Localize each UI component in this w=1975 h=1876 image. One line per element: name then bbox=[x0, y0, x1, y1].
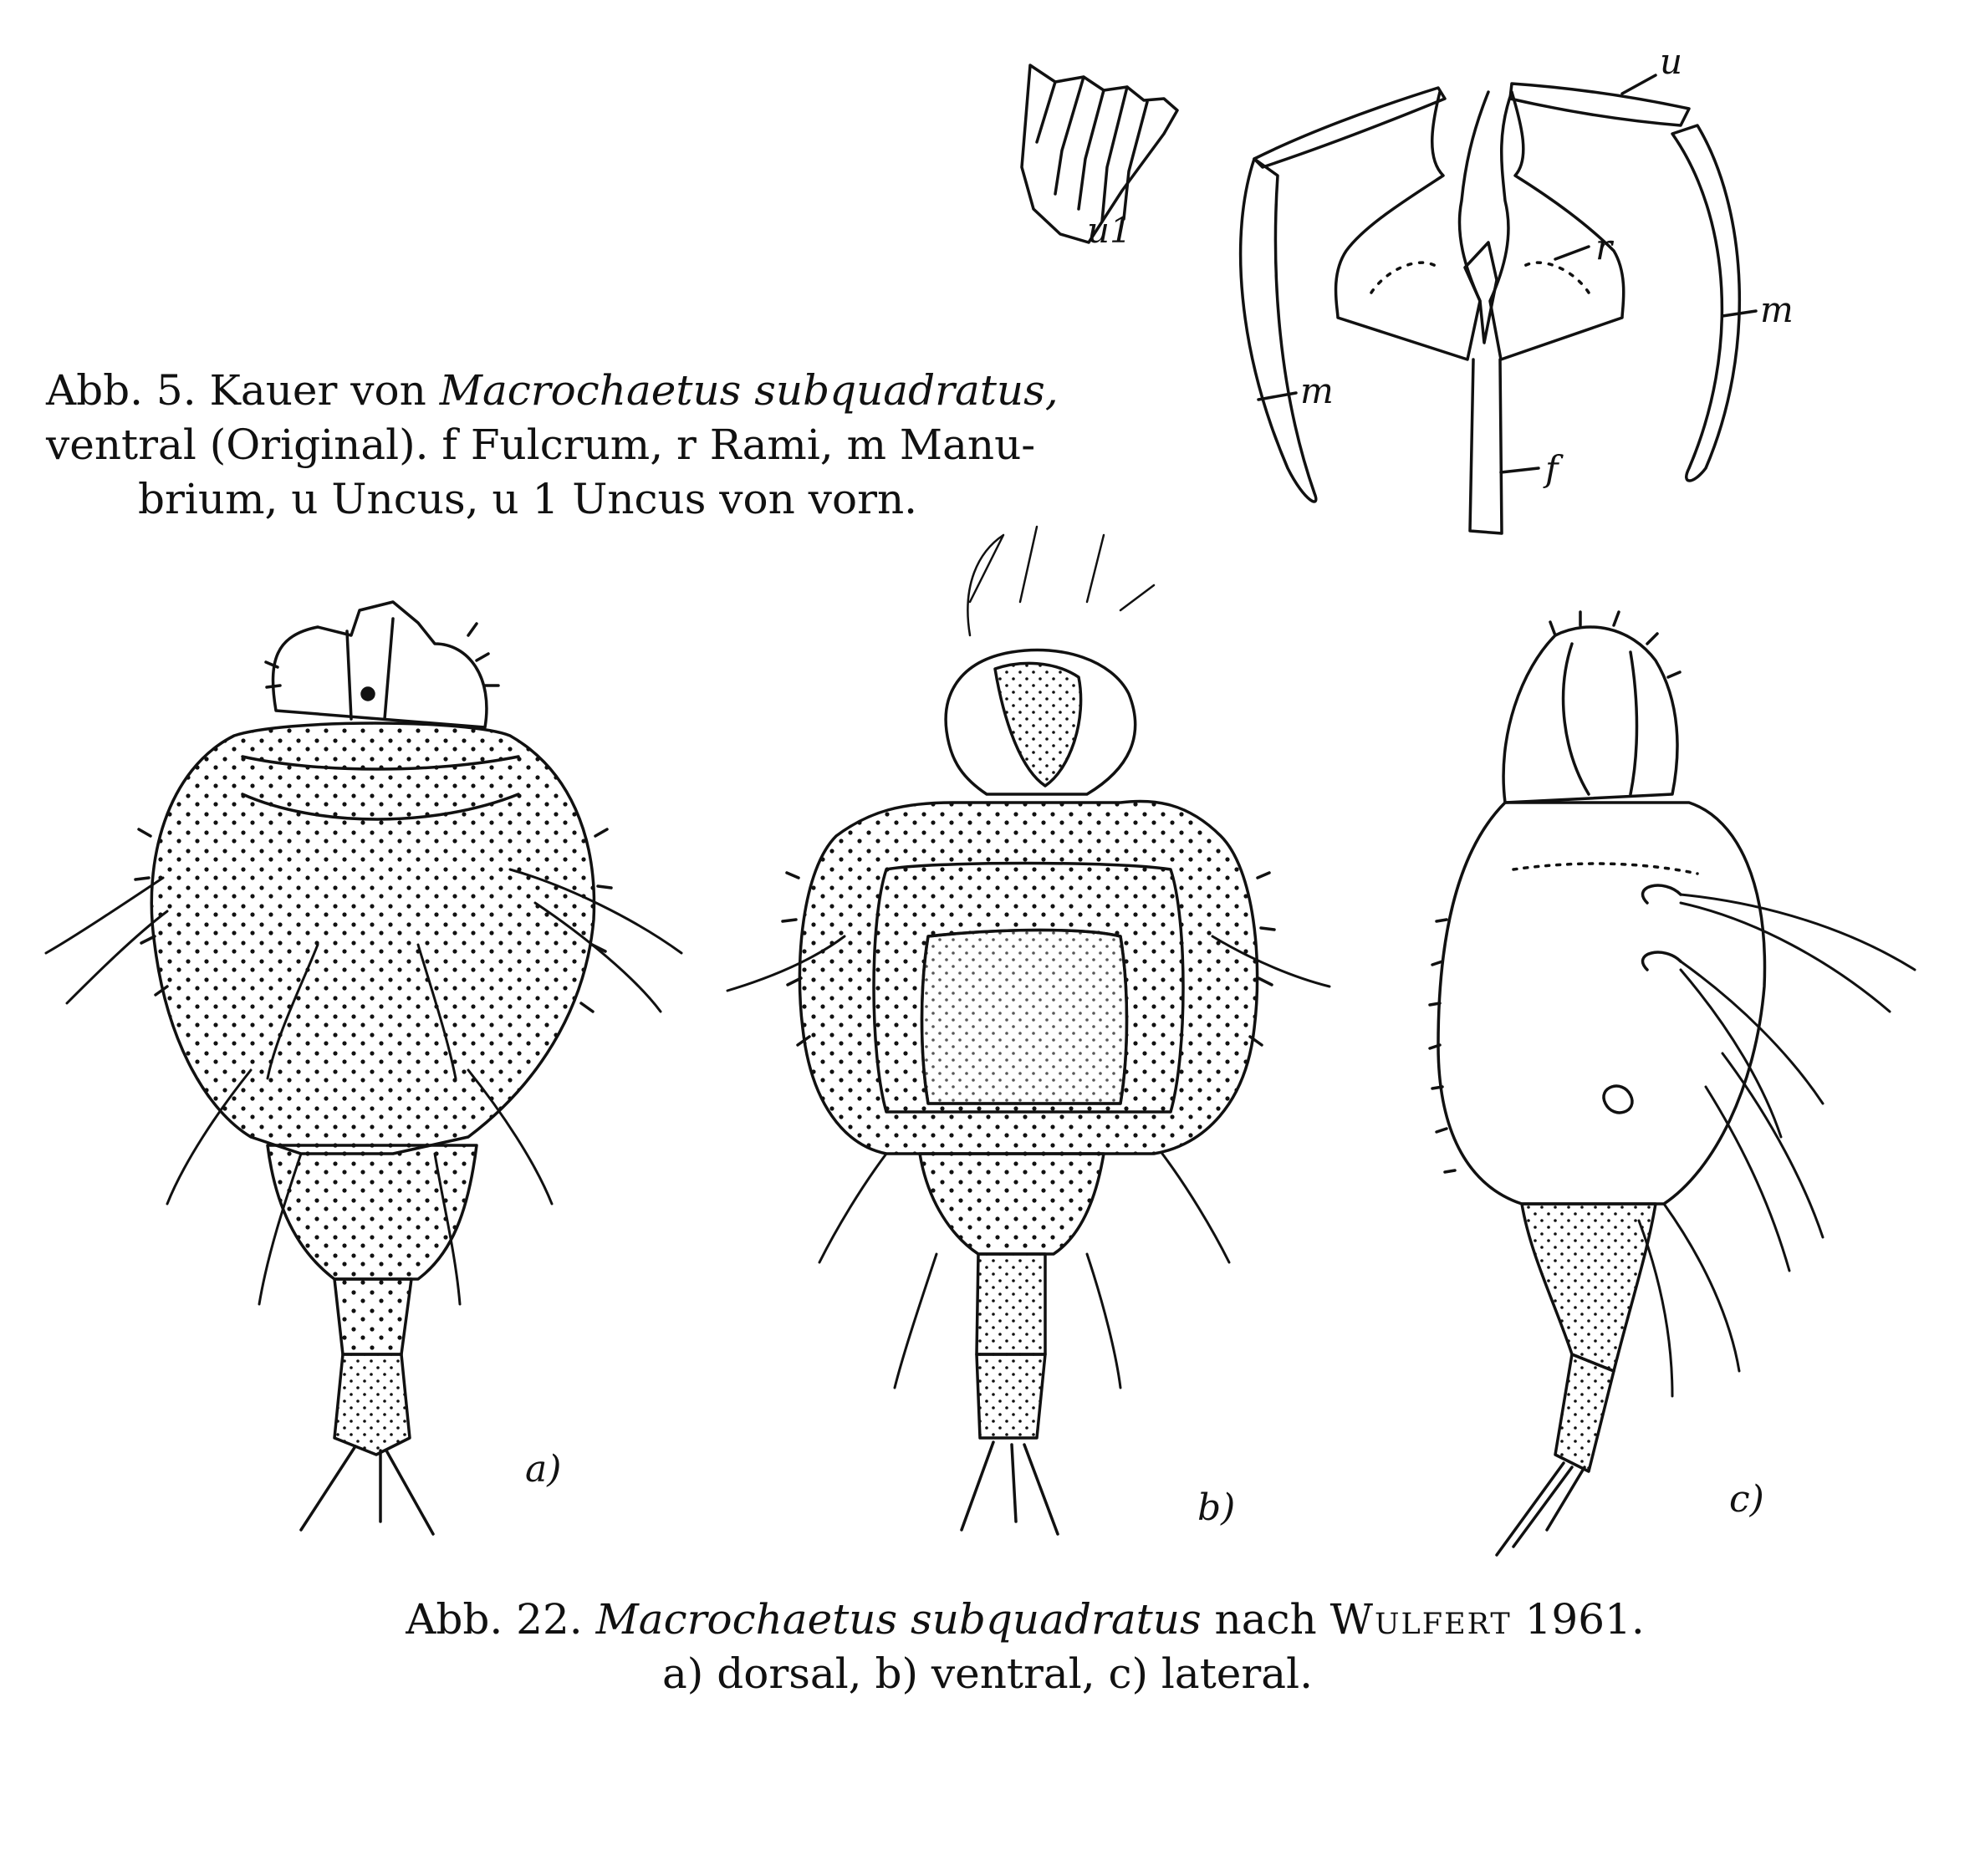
figure-22-year: 1961. bbox=[1524, 1595, 1645, 1644]
label-m-left: m bbox=[1300, 370, 1334, 411]
manubrium-right bbox=[1672, 125, 1739, 481]
label-m-right: m bbox=[1760, 289, 1794, 330]
panel-label-b: b) bbox=[1197, 1486, 1236, 1529]
label-f: f bbox=[1545, 448, 1559, 489]
figure-22-caption-line-2: a) dorsal, b) ventral, c) lateral. bbox=[662, 1649, 1313, 1698]
ramus-right bbox=[1490, 92, 1624, 359]
figure-22-author: Wulfert bbox=[1329, 1595, 1512, 1644]
panel-label-a: a) bbox=[525, 1448, 562, 1491]
uncus-left bbox=[1254, 88, 1445, 167]
label-u: u bbox=[1660, 41, 1683, 82]
manubrium-left bbox=[1241, 159, 1316, 502]
panel-label-c: c) bbox=[1729, 1478, 1764, 1521]
uncus-right bbox=[1510, 84, 1689, 125]
figure-5-caption-line-1 bbox=[46, 364, 1233, 418]
figure-5-caption-line-2: ventral (Original). f Fulcrum, r Rami, m Manu- bbox=[46, 421, 1036, 469]
figure-22-species-name: Macrochaetus subquadratus bbox=[595, 1595, 1202, 1644]
figure-5-species-name: Macrochaetus subquadratus, bbox=[439, 366, 1059, 415]
label-u1: u1 bbox=[1087, 210, 1132, 251]
figure-22-caption bbox=[0, 1593, 1975, 1701]
figure-5-caption-text: Kauer von bbox=[209, 366, 426, 415]
fulcrum bbox=[1470, 359, 1502, 533]
rotifer-dorsal-view bbox=[46, 602, 681, 1534]
label-r: r bbox=[1595, 227, 1613, 268]
figure-5-caption-line-3: brium, u Uncus, u 1 Uncus von vorn. bbox=[138, 475, 918, 523]
figure-5-number: Abb. 5. bbox=[46, 366, 196, 415]
figure-22-caption-line-1 bbox=[0, 1593, 1975, 1647]
figure-5-caption bbox=[46, 364, 1233, 527]
figure-22-number: Abb. 22. bbox=[406, 1595, 583, 1644]
figure-22-caption-nach: nach bbox=[1214, 1595, 1317, 1644]
rotifer-ventral-view bbox=[727, 527, 1329, 1534]
rotifer-lateral-view bbox=[1430, 612, 1915, 1555]
